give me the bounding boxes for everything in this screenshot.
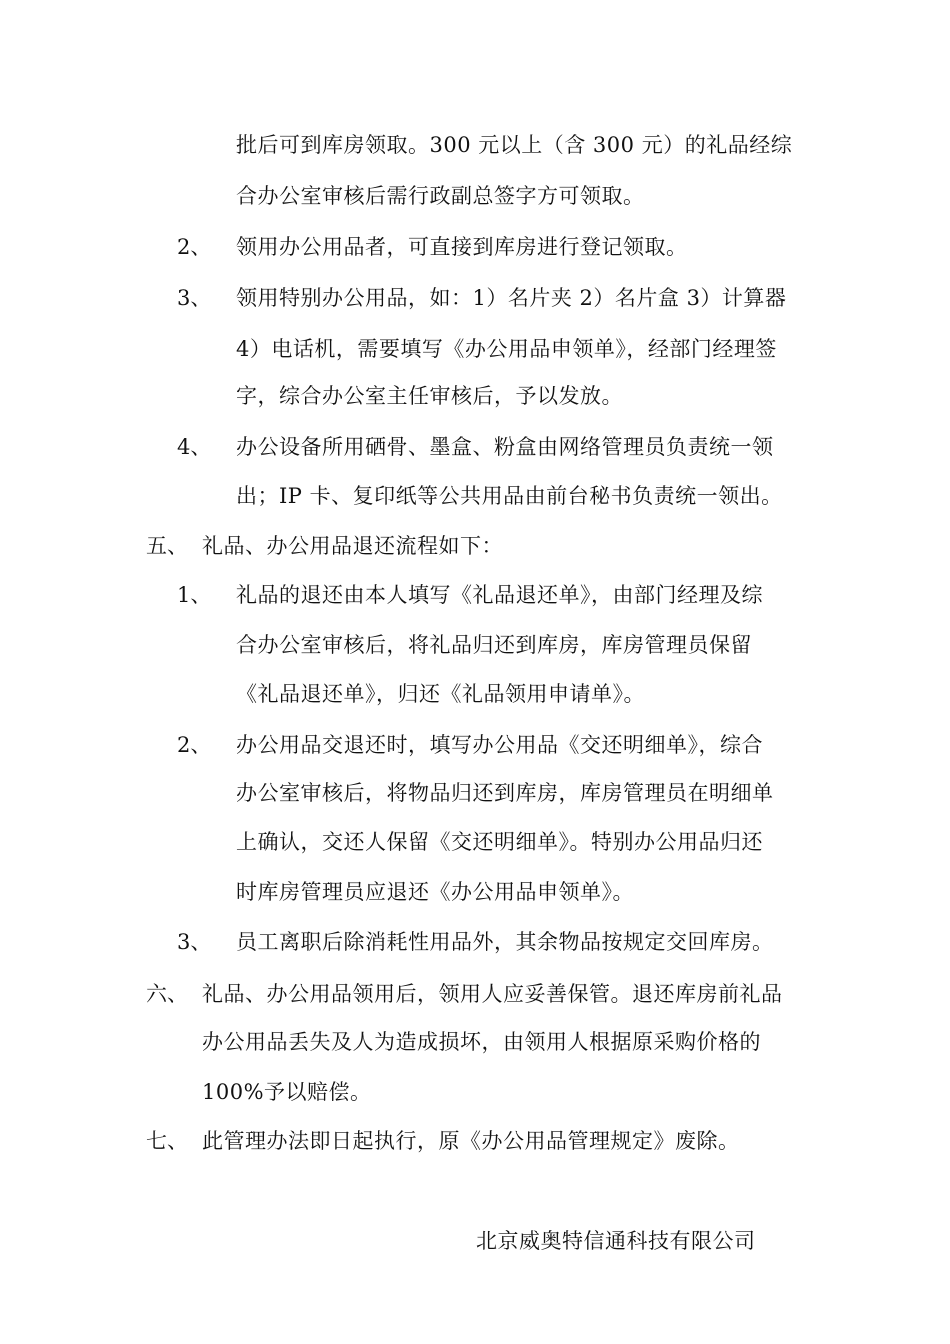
item-text-line: 时库房管理员应退还《办公用品申领单》。 — [236, 880, 634, 904]
item-text-line: 合办公室审核后，将礼品归还到库房，库房管理员保留 — [236, 633, 752, 657]
item-text-line: 办公设备所用硒骨、墨盒、粉盒由网络管理员负责统一领 — [236, 435, 774, 459]
item-number: 3、 — [177, 286, 212, 310]
item-text-line: 礼品的退还由本人填写《礼品退还单》，由部门经理及综 — [236, 583, 763, 607]
item-text-line: 员工离职后除消耗性用品外，其余物品按规定交回库房。 — [236, 930, 774, 954]
section-number: 六、 — [146, 982, 188, 1006]
section-number: 五、 — [146, 534, 188, 558]
item-text-line: 4）电话机，需要填写《办公用品申领单》，经部门经理签 — [236, 337, 777, 361]
item-number: 2、 — [177, 733, 212, 757]
continuation-line-1: 批后可到库房领取。300 元以上（含 300 元）的礼品经综 — [236, 133, 793, 157]
item-number: 4、 — [177, 435, 212, 459]
item-text-line: 《礼品退还单》，归还《礼品领用申请单》。 — [236, 682, 645, 706]
item-text-line: 领用办公用品者，可直接到库房进行登记领取。 — [236, 235, 688, 259]
continuation-line-2: 合办公室审核后需行政副总签字方可领取。 — [236, 184, 645, 208]
item-text-line: 办公用品交退还时，填写办公用品《交还明细单》，综合 — [236, 733, 763, 757]
item-number: 3、 — [177, 930, 212, 954]
section-number: 七、 — [146, 1129, 188, 1153]
item-text-line: 上确认，交还人保留《交还明细单》。特别办公用品归还 — [236, 830, 763, 854]
section-text-line: 100%予以赔偿。 — [202, 1080, 372, 1104]
item-number: 1、 — [177, 583, 212, 607]
item-text-line: 出；IP 卡、复印纸等公共用品由前台秘书负责统一领出。 — [236, 484, 783, 508]
item-number: 2、 — [177, 235, 212, 259]
item-text-line: 办公室审核后，将物品归还到库房，库房管理员在明细单 — [236, 781, 774, 805]
item-text-line: 字，综合办公室主任审核后，予以发放。 — [236, 384, 623, 408]
section-text-line: 礼品、办公用品领用后，领用人应妥善保管。退还库房前礼品 — [202, 982, 783, 1006]
section-text-line: 此管理办法即日起执行，原《办公用品管理规定》废除。 — [202, 1129, 740, 1153]
item-text-line: 领用特别办公用品，如：1）名片夹 2）名片盒 3）计算器 — [236, 286, 787, 310]
section-heading: 礼品、办公用品退还流程如下： — [202, 534, 503, 558]
company-name: 北京威奥特信通科技有限公司 — [476, 1229, 756, 1253]
section-text-line: 办公用品丢失及人为造成损坏，由领用人根据原采购价格的 — [202, 1030, 761, 1054]
